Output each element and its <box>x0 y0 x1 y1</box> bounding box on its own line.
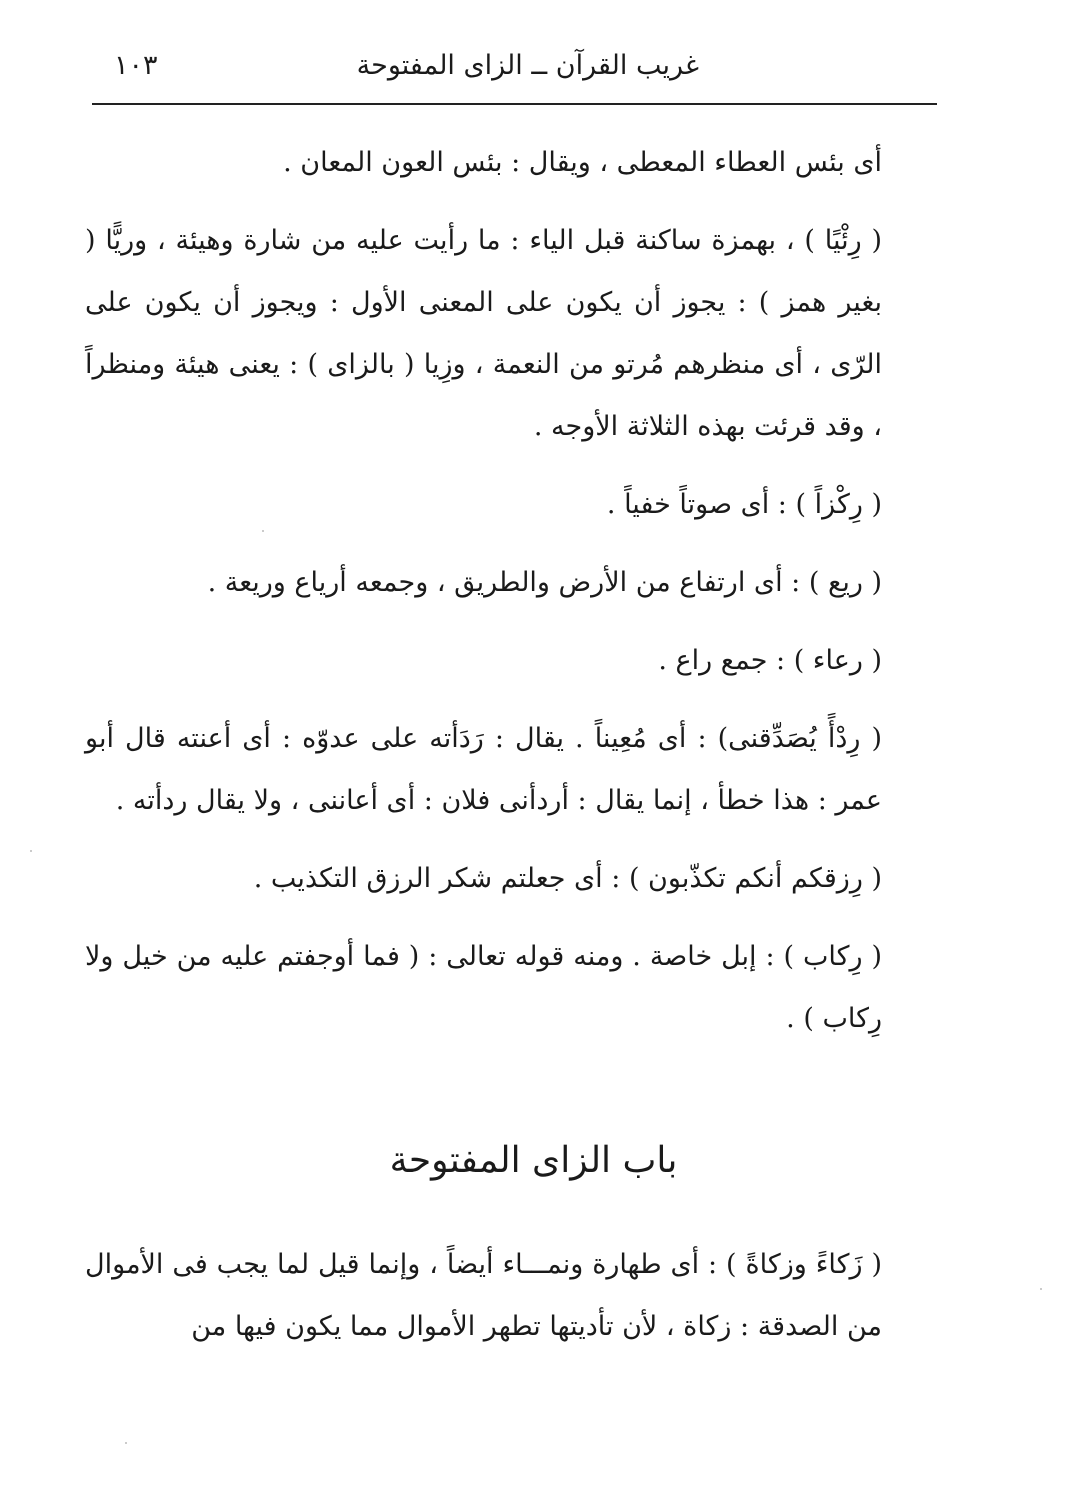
entries-block <box>85 132 942 1050</box>
entry-rizq: ( رِزقكم أنكم تكذّبون ) : أى جعلتم شكر الرزق التكذيب . <box>253 863 882 894</box>
entry-rikz: ( رِكْزاً ) : أى صوتاً خفياً . <box>606 489 882 520</box>
section-entries-block <box>85 1234 942 1358</box>
entry-rida: ( رِدْأً يُصَدِّقنى) : أى مُعِيناً . يقال : رَدَأته على عدوّه : أى أعنته قال أبو عمر : هذا خطأ ، إنما يقال : أردأنى فلان : أى أعاننى ، ولا يقال ردأته . <box>85 723 882 816</box>
paragraph-bias-continuation: أى بئس العطاء المعطى ، ويقال : بئس العون المعان . <box>283 147 882 178</box>
running-title: غريب القرآن ــ الزاى المفتوحة <box>356 50 699 81</box>
page-header <box>92 42 937 100</box>
entry-riaa: ( رعاء ) : جمع راع . <box>658 645 882 676</box>
section-heading: باب الزاى المفتوحة <box>389 1140 678 1181</box>
entry-rikab: ( رِكاب ) : إبل خاصة . ومنه قوله تعالى : ( فما أوجفتم عليه من خيل ولا رِكاب ) . <box>85 941 882 1034</box>
entry-rai: ( ريع ) : أى ارتفاع من الأرض والطريق ، وجمعه أرياع وريعة . <box>207 567 882 598</box>
page-number: ١٠٣ <box>114 50 158 81</box>
entry-riya: ( رِئْيًا ) ، بهمزة ساكنة قبل الياء : ما رأيت عليه من شارة وهيئة ، وريًّا ( بغير همز ) : يجوز أن يكون على المعنى الأول : ويجوز أن يكون على الرّى ، أى منظرهم مُرتو من النعمة ، وزِيا ( بالزاى ) : يعنى هيئة ومنظراً ، وقد قرئت بهذه الثلاثة الأوجه . <box>85 225 882 442</box>
header-rule <box>92 103 937 105</box>
entry-zakat: ( زَكاءً وزكاةً ) : أى طهارة ونمـــاء أيضاً ، وإنما قيل لما يجب فى الأموال من الصدقة : زكاة ، لأن تأديتها تطهر الأموال مما يكون فيها من <box>85 1249 882 1342</box>
